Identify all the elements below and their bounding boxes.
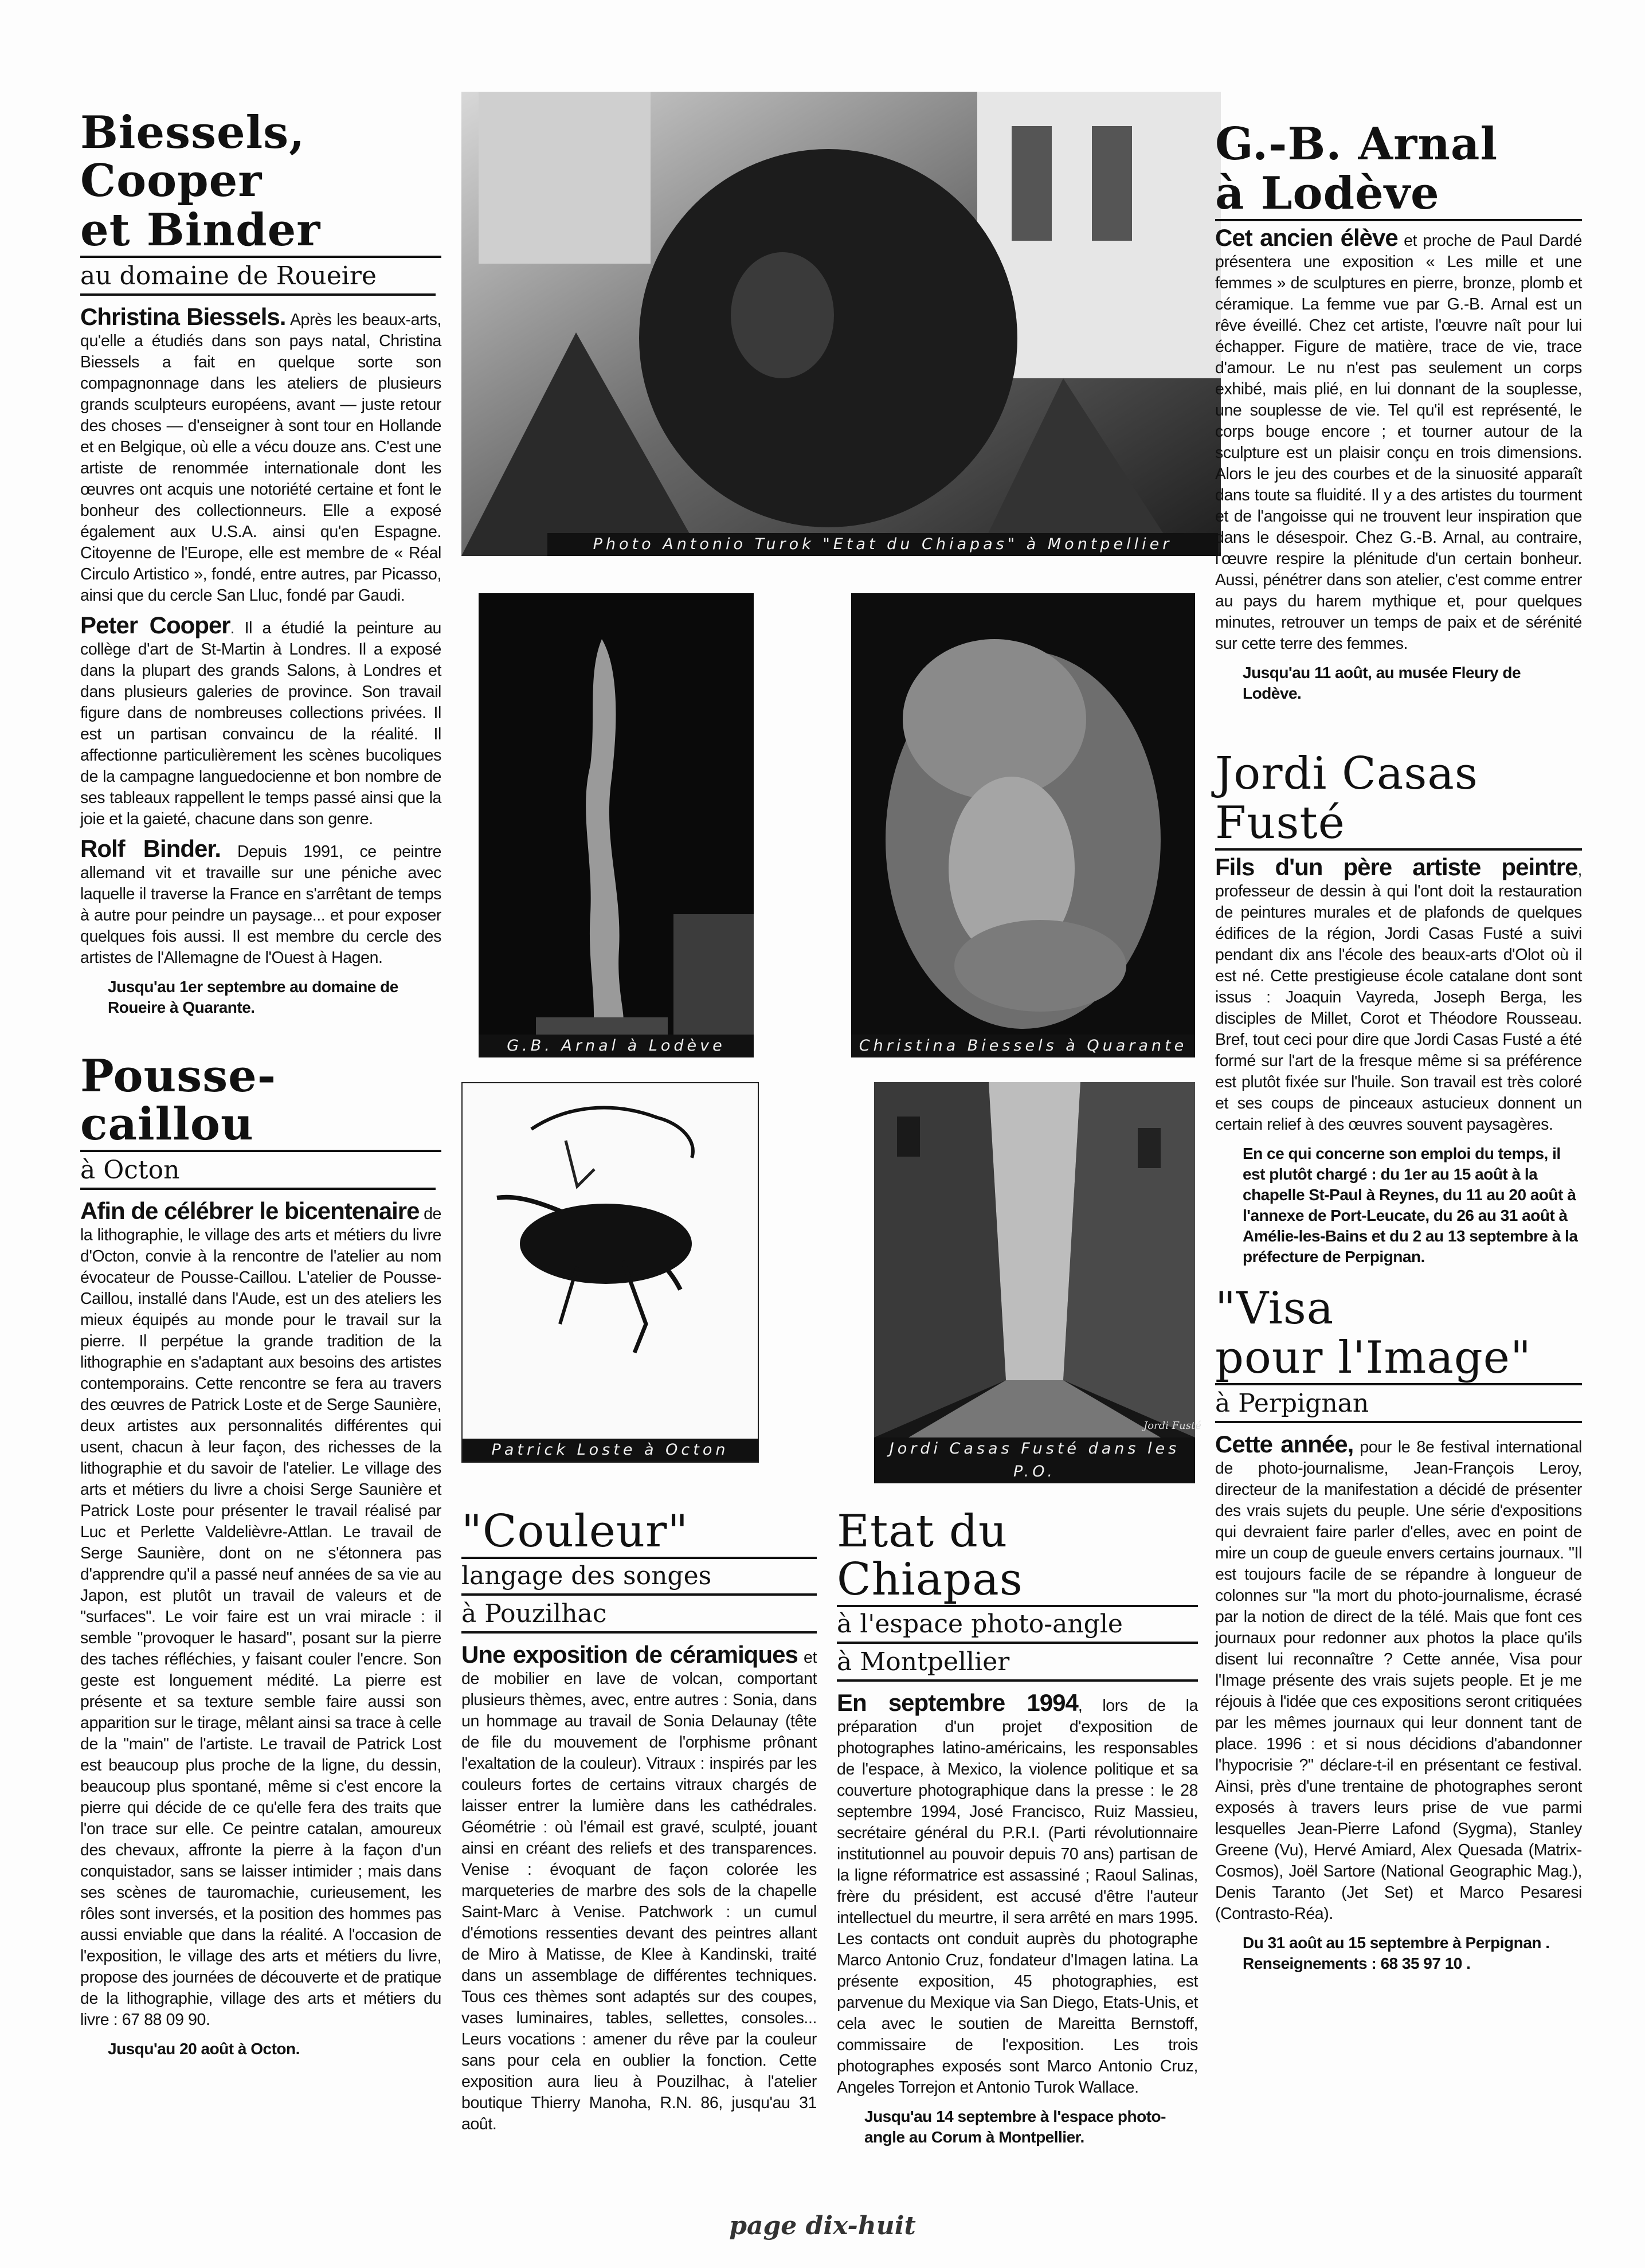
casas-text: , professeur de dessin à qui l'ont doit la restauration de peintures murales et de plafonds de quelques édifices de la région, Jordi Casas Fusté a suivi pendant dix ans l'école des beaux-arts d'Olot où il est né. Cette prestigieuse école catalane dont sont issus : Joaquin Vayreda, Joseph Berga, les disciples de Millet, Corot et Théodore Rousseau. Bref, tout ceci pour dire que Jordi Casas Fusté a été formé sur l'art de la fresque même si sa préférence est plutôt fixée sur l'huile. Son travail est très coloré et ses coups de pinceaux astucieux donnent un certain relief à des œuvres souvent paysagères. [1215,861,1582,1134]
photo-biessels-caption: Christina Biessels à Quarante [851,1035,1195,1057]
photo-arnal-caption: G.B. Arnal à Lodève [479,1035,754,1057]
bcb-title [80,109,441,258]
pc-paragraph [80,1197,442,2031]
page-footer: page dix-huit [729,2211,916,2240]
visa-text: pour le 8e festival international de photo-journalisme, Jean-François Leroy, directeur de la manifestation a décidé de présenter des vrais sujets du peuple. Une série d'expositions qui devraient faire parler d'elles, avec en point de mire un coup de gueule envers certains journaux. "Il est toujours facile de se répandre à longueur de colonnes sur "la mort du photo-journalisme, écrasé par la notion de direct de la télé. Mais que font ces journaux pour redonner aux photos la place qu'ils disent lui reconnaître ? Cette année, Visa pour l'Image présente des vrais sujets people. Et je me réjouis à l'idée que ces expositions seront critiquées par les mêmes journaux qui leur donnent tant de place. 1996 : et si nous décidions d'abandonner l'hypocrisie ?" déclare-t-il en présentant ce festival. Ainsi, près d'une trentaine de photographes seront exposés à travers leurs prise de vue parmi lesquelles Jean-Pierre Lafond (Sygma), Stanley Greene (Vu), Hervé Amiard, Alex Quesada (Matrix-Cosmos), Joël Sartore (National Geographic Mag.), Denis Taranto (Jet Set) et Marco Pesaresi (Contrasto-Réa). [1215,1438,1582,1923]
bcb-closing: Jusqu'au 1er septembre au domaine de Roueire à Quarante. [108,978,398,1016]
chiapas-subtitle-1: à l'espace photo-angle [837,1609,1198,1644]
photo-loste-image [463,1083,758,1439]
right-column [1215,120,1582,1974]
arnal-title [1215,120,1582,221]
chiapas-text: , lors de la préparation d'un projet d'exposition de photographes latino-américains, les responsables de l'espace, à Mexico, la violence politique et sa couverture photographique dans la presse : le 28 septembre 1994, José Francisco, Ruiz Massieu, secrétaire général du P.R.I. (Parti révolutionnaire institutionnel au pouvoir depuis 70 ans) partisan de la ligne réformatrice est assassiné ; Raoul Salinas, frère du président, est accusé d'être l'auteur intellectuel du meurtre, il sera arrêté en mars 1995. Les contacts ont conduit auprès du photographe Marco Antonio Cruz, fondateur d'Imagen latina. La présente exposition, 45 photographies, est parvenue du Mexique via San Diego, Etats-Unis, et cela avec le soutien de Mareitta Bernstoff, commissaire de l'exposition. Les trois photographes exposés sont Marco Antonio Cruz, Angeles Torrejon et Antonio Turok Wallace. [837,1697,1198,2097]
pc-title-text: Pousse-caillou [80,1052,441,1152]
photo-loste [461,1082,759,1463]
visa-title-line2: pour l'Image" [1215,1334,1582,1385]
bcb-lead-2: Peter Cooper [80,612,230,639]
pc-text: de la lithographie, le village des arts et métiers du livre d'Octon, convie à la rencontre de l'atelier au nom évocateur de Pousse-Caillou. L'atelier de Pousse-Caillou, installé dans l'Aude, est un des ateliers les mieux équipés au monde pour le travail sur la pierre. Il perpétue la grande tradition de la lithographie en s'adaptant aux besoins des artistes contemporains. Cette rencontre se fera au travers des œuvres de Patrick Loste et de Serge Saunière, deux artistes aux personnalités différentes qui usent, chacun à leur façon, des richesses de la lithographie et du savoir de l'atelier. Le village des arts et métiers du livre a choisi Serge Saunière et Patrick Loste pour présenter le travail réalisé par Luc et Perlette Valdelièvre-Attlan. Le travail de Serge Saunière, dont on ne s'étonnera pas d'apprendre qu'il a passé neuf années de sa vie au Japon, est plutôt un travail de valeurs et de "surfaces". Le voir faire est un vrai miracle : il semble "provoquer le hasard", posant sur la pierre des taches réfléchies, y faisant couler l'encre. Son geste est longuement médité. La pierre est présente et sa texture semble faire aussi son apparition sur le tirage, mêlant ainsi sa trace à celle de la "main" de l'artiste. Le travail de Patrick Lost est beaucoup plus proche de la ligne, du dessin, beaucoup plus spontané, même si c'est encore la pierre qui décide de ce qu'elle fera des traits que l'on trace sur elle. Ce peintre catalan, amoureux des chevaux, affronte la pierre à la façon d'un conquistador, sans se laisser intimider ; mais dans ses scènes de tauromachie, curieusement, les rôles sont inversés, et la position des hommes pas aussi enviable que dans la réalité. A l'occasion de l'exposition, le village des arts et métiers du livre, propose des journées de découverte et de pratique de la lithographie, village des arts et métiers du livre : 67 88 09 90. [80,1205,442,2029]
bcb-lead-1: Christina Biessels. [80,303,286,330]
photo-chiapas [461,92,1221,556]
photo-chiapas-caption: Photo Antonio Turok "Etat du Chiapas" à Montpellier [547,533,1218,556]
visa-closing-2: Renseignements : 68 35 97 10 . [1243,1954,1471,1972]
chiapas-paragraph [837,1689,1198,2098]
chiapas-article [837,1507,1198,2148]
couleur-lead: Une exposition de céramiques [461,1641,798,1668]
bcb-title-line2: et Binder [80,206,441,258]
pc-title [80,1052,441,1152]
bcb-subtitle: au domaine de Roueire [80,261,436,296]
pc-closing: Jusqu'au 20 août à Octon. [108,2040,300,2058]
chiapas-closing: Jusqu'au 14 septembre à l'espace photo-angle au Corum à Montpellier. [864,2108,1166,2146]
bcb-paragraph-3 [80,835,441,969]
bcb-paragraph-1 [80,303,442,606]
chiapas-subtitle-2: à Montpellier [837,1647,1198,1682]
photo-casas [874,1082,1201,1480]
chiapas-title [837,1507,1198,1607]
arnal-paragraph [1215,224,1582,655]
couleur-title [461,1507,817,1559]
photo-casas-image [874,1082,1201,1437]
visa-subtitle: à Perpignan [1215,1389,1582,1423]
chiapas-title-text: Etat du Chiapas [837,1507,1198,1607]
visa-lead: Cette année, [1215,1431,1354,1458]
chiapas-lead: En septembre 1994 [837,1689,1078,1716]
visa-paragraph [1215,1433,1582,1925]
bcb-lead-3: Rolf Binder. [80,835,221,862]
pc-subtitle: à Octon [80,1155,436,1190]
visa-closing-1: Du 31 août au 15 septembre à Perpignan . [1243,1934,1550,1952]
casas-closing: En ce qui concerne son emploi du temps, il est plutôt chargé : du 1er au 15 août à la chapelle St-Paul à Reynes, du 11 au 20 août à l'annexe de Port-Leucate, du 26 au 31 août à Amélie-les-Bains et du 2 au 13 septembre à la préfecture de Perpignan. [1243,1145,1578,1266]
bcb-paragraph-2 [80,614,441,830]
visa-title-line1: "Visa [1215,1283,1334,1334]
bcb-text-2: . Il a étudié la peinture au collège d'art de St-Martin à Londres. Il a exposé dans la plupart des grands Salons, à Londres et dans plusieurs galeries de province. Son travail figure dans de nombreuses collections privées. Il est un partisan convaincu de la réalité. Il affectionne particulièrement les scènes bucoliques de la campagne languedocienne et bon nombre de ses tableaux rappellent le temps passé ainsi que la joie et la gaieté, chacune dans son genre. [80,619,442,828]
photo-biessels-image [851,593,1195,1057]
pc-lead: Afin de célébrer le bicentenaire [80,1197,420,1224]
casas-title-line1: Jordi Casas [1215,748,1478,800]
bcb-title-line1: Biessels, Cooper [80,107,306,207]
visa-title [1215,1284,1582,1385]
arnal-text: et proche de Paul Dardé présentera une exposition « Les mille et une femmes » de sculptures en pierre, bronze, plomb et céramique. La femme vue par G.-B. Arnal est un rêve éveillé. Chez cet artiste, l'œuvre naît pour lui échapper. Figure de matière, trace de vie, trace d'amour. Le nu n'est pas seulement un corps exhibé, mais plié, en lui donnant de la souplesse, une souplesse de vie. Tel qu'il est représenté, le corps bouge encore ; et tourner autour de la sculpture est un plaisir conçu en trois dimensions. Alors le jeu des courbes et de la sinuosité apparaît dans toute sa fluidité. Il y a des artistes du tourment et de l'angoisse qui ne trouvent leur inspiration que dans le désespoir. Chez G.-B. Arnal, au contraire, l'œuvre respire la plénitude d'un certain bonheur. Aussi, pénétrer dans son atelier, c'est comme entrer au pays du harem mythique et, pour quelques minutes, retrouver un temps de paix et de sérénité sur cette terre des femmes. [1215,232,1582,653]
casas-signature: Jordi Fusté [1143,1420,1201,1432]
couleur-text: et de mobilier en lave de volcan, comportant plusieurs thèmes, avec, entre autres : Sonia, dans un hommage au travail de Sonia Delaunay (tête de file du mouvement de l'orphisme prônant l'exaltation de la couleur). Vitraux : inspirés par les couleurs fortes de certains vitraux chargés de laisser entrer la lumière dans les cathédrales. Géométrie : où l'émail est gravé, sculpté, jouant ainsi en créant des reliefs et des transparences. Venise : évoquant de façon colorée les marqueteries de marbre des sols de la chapelle Saint-Marc à Venise. Patchwork : un cumul d'émotions ressenties devant des peintres allant de Miro à Matisse, de Klee à Kandinski, traité dans un assemblage de différentes techniques. Tous ces thèmes sont adaptés sur des coupes, vases luminaires, tables, sellettes, consoles... Leurs vocations : amener du rêve par la couleur sans pour cela en oublier la fonction. Cette exposition aura lieu à Pouzilhac, à l'atelier boutique Thierry Manoha, R.N. 86, jusqu'au 31 août. [461,1648,817,2133]
bcb-text-1: Après les beaux-arts, qu'elle a étudiés dans son pays natal, Christina Biessels a fait en quelque sorte son compagnonnage dans les ateliers de plusieurs grands sculpteurs européens, avant — juste retour des choses — d'enseigner à sont tour en Hollande et en Belgique, où elle a vécu douze ans. C'est une artiste de renommée internationale dont les œuvres ont acquis une notoriété certaine et font le bonheur des collectionneurs. Elle a exposé également aux U.S.A. ainsi qu'en Espagne. Citoyenne de l'Europe, elle est membre de « Réal Circulo Artistico », fondé, entre autres, par Picasso, ainsi que du cercle San Lluc, fondé par Gaudi. [80,311,442,605]
casas-title-line2: Fusté [1215,799,1582,851]
photo-arnal-image [479,593,754,1057]
arnal-title-line1: G.-B. Arnal [1215,118,1498,170]
casas-paragraph [1215,853,1582,1135]
arnal-title-line2: à Lodève [1215,170,1582,221]
left-column [80,109,441,2059]
photo-casas-caption: Jordi Casas Fusté dans les P.O. [874,1437,1195,1483]
couleur-title-text: "Couleur" [461,1507,817,1559]
photo-chiapas-image [461,92,1221,556]
couleur-paragraph [461,1641,817,2135]
photo-loste-caption: Patrick Loste à Octon [463,1439,758,1462]
photo-biessels [851,593,1195,1057]
couleur-subtitle-2: à Pouzilhac [461,1599,817,1634]
couleur-article [461,1507,817,2143]
arnal-closing: Jusqu'au 11 août, au musée Fleury de Lodève. [1243,664,1521,702]
casas-lead: Fils d'un père artiste peintre [1215,853,1578,880]
photo-arnal [479,593,754,1057]
couleur-subtitle-1: langage des songes [461,1561,817,1596]
bcb-text-3: Depuis 1991, ce peintre allemand vit et travaille sur une péniche avec laquelle il traverse la France en s'arrêtant de temps à autre pour peindre un paysage... et pour exposer quelques fois aussi. Il est membre du cercle des artistes de l'Allemagne de l'Ouest à Hagen. [80,843,441,967]
casas-title [1215,750,1582,851]
arnal-lead: Cet ancien élève [1215,224,1398,251]
